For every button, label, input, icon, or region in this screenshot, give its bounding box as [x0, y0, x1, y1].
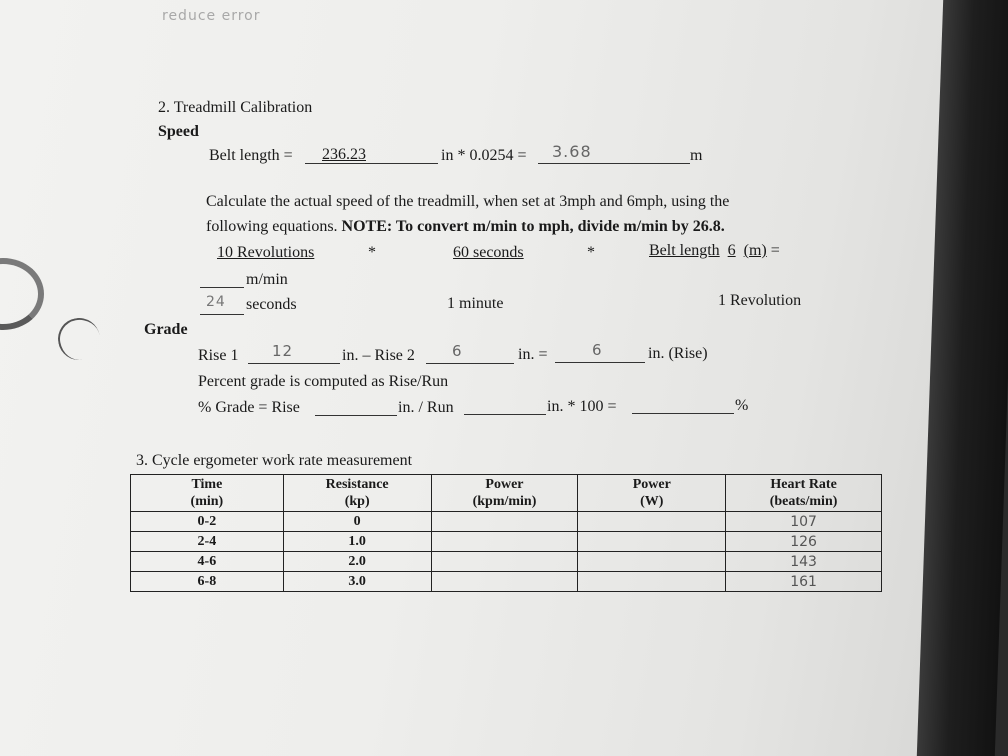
grade-run-blank — [464, 414, 546, 415]
section-title-treadmill: 2. Treadmill Calibration — [158, 99, 313, 116]
binder-ring — [0, 258, 44, 330]
heart-rate-cell: 143 — [726, 552, 882, 572]
equation-belt-length — [649, 242, 780, 260]
power-w-cell — [578, 532, 726, 552]
grade-heading: Grade — [144, 321, 188, 338]
resistance-cell: 0 — [283, 512, 431, 532]
rise1-blank — [248, 363, 340, 364]
table-row — [131, 572, 882, 592]
seconds-label: seconds — [246, 296, 297, 313]
rise-unit: in. (Rise) — [648, 345, 708, 362]
power-kpm-cell — [431, 532, 578, 552]
column-header: Power (kpm/min) — [431, 475, 578, 512]
grade-formula-multiply: in. * 100 = — [547, 398, 617, 415]
time-cell: 6-8 — [131, 572, 284, 592]
percent-grade-text: Percent grade is computed as Rise/Run — [198, 373, 449, 390]
rise1-label: Rise 1 — [198, 347, 239, 364]
resistance-cell: 1.0 — [283, 532, 431, 552]
rise2-blank — [426, 363, 514, 364]
heart-rate-cell: 126 — [726, 532, 882, 552]
seconds-blank — [200, 314, 244, 315]
belt-length-label: Belt length = — [209, 147, 293, 164]
rise-result-blank — [555, 362, 645, 363]
rise1-value: 12 — [272, 342, 294, 360]
time-cell: 4-6 — [131, 552, 284, 572]
section-title-cycle: 3. Cycle ergometer work rate measurement — [136, 452, 413, 469]
equation-belt-label: Belt length — [649, 242, 720, 259]
grade-formula-start: % Grade = Rise — [198, 399, 300, 416]
equation-multiply-1: * — [368, 244, 376, 261]
equation-seconds: 60 seconds — [453, 244, 524, 261]
resistance-cell: 3.0 — [283, 572, 431, 592]
speed-heading: Speed — [158, 123, 199, 140]
belt-result-value: 3.68 — [552, 142, 592, 161]
table-header-row — [131, 475, 882, 512]
equation-multiply-2: * — [587, 244, 595, 261]
power-w-cell — [578, 512, 726, 532]
power-kpm-cell — [431, 572, 578, 592]
table-row — [131, 512, 882, 532]
grade-formula-run: in. / Run — [398, 399, 454, 416]
rise-equals: in. = — [518, 346, 548, 363]
belt-result-blank — [538, 163, 690, 164]
column-header: Resistance (kp) — [283, 475, 431, 512]
instruction-line-2-start: following equations. — [206, 218, 338, 235]
rise-result-value: 6 — [592, 341, 603, 359]
revolution-label: 1 Revolution — [718, 292, 802, 309]
punch-hole-mark — [55, 315, 104, 364]
instruction-line-1: Calculate the actual speed of the treadmill, when set at 3mph and 6mph, using the — [206, 193, 730, 210]
table-row — [131, 532, 882, 552]
header-scribble: reduce error — [162, 8, 261, 24]
belt-unit: m — [690, 147, 703, 164]
equation-equals: = — [770, 242, 780, 259]
cycle-table — [130, 474, 882, 592]
mmin-label: m/min — [246, 271, 288, 288]
resistance-cell: 2.0 — [283, 552, 431, 572]
grade-percent-sign: % — [735, 397, 749, 414]
rise2-value: 6 — [452, 342, 463, 360]
equation-revolutions: 10 Revolutions — [217, 244, 315, 261]
belt-length-value: 236.23 — [322, 146, 366, 163]
power-w-cell — [578, 552, 726, 572]
power-kpm-cell — [431, 512, 578, 532]
mmin-blank — [200, 287, 244, 288]
table-row — [131, 552, 882, 572]
power-kpm-cell — [431, 552, 578, 572]
minute-label: 1 minute — [447, 295, 504, 312]
equation-belt-value: 6 — [727, 242, 736, 259]
grade-rise-blank — [315, 415, 397, 416]
heart-rate-cell: 161 — [726, 572, 882, 592]
equation-belt-unit: (m) — [743, 242, 767, 259]
time-cell: 2-4 — [131, 532, 284, 552]
power-w-cell — [578, 572, 726, 592]
column-header: Heart Rate (beats/min) — [726, 475, 882, 512]
rise2-label: in. – Rise 2 — [342, 347, 415, 364]
conversion-note: NOTE: To convert m/min to mph, divide m/min by 26.8. — [341, 218, 725, 235]
time-cell: 0-2 — [131, 512, 284, 532]
heart-rate-cell: 107 — [726, 512, 882, 532]
seconds-value: 24 — [206, 294, 226, 310]
instruction-line-2 — [206, 218, 725, 236]
column-header: Power (W) — [578, 475, 726, 512]
grade-result-blank — [632, 413, 734, 414]
belt-conversion-text: in * 0.0254 = — [441, 147, 527, 164]
column-header: Time (min) — [131, 475, 284, 512]
